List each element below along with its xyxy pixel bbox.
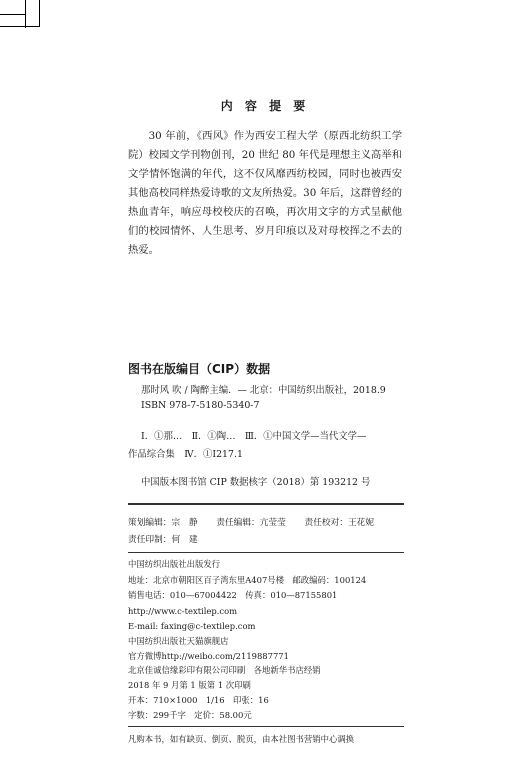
price-line: 字数：299千字 定价：58.00元 [128, 710, 252, 720]
divider-rule [128, 552, 404, 553]
publisher-website: http://www.c-textilep.com [128, 606, 238, 616]
cip-heading: 图书在版编目（CIP）数据 [128, 362, 271, 376]
summary-title: 内 容 提 要 [220, 99, 310, 113]
divider-rule [128, 503, 404, 505]
publisher-address: 地址：北京市朝阳区百子湾东里A407号楼 邮政编码：100124 [128, 575, 367, 585]
cip-isbn: ISBN 978-7-5180-5340-7 [141, 400, 260, 411]
crop-mark [25, 0, 26, 28]
cip-title-line: 那时风 吹 / 陶醉主编．— 北京：中国纺织出版社，2018.9 [141, 385, 386, 396]
publisher-line: 中国纺织出版社出版发行 [128, 559, 221, 569]
planning-editor: 策划编辑：宗 静 [128, 518, 198, 528]
publisher-email: E-mail: faxing@c-textilep.com [128, 621, 256, 631]
printer-line: 北京佳诚信缘彩印有限公司印刷 各地新华书店经销 [128, 665, 321, 675]
crop-mark [0, 14, 25, 15]
publisher-tmall: 中国纺织出版社天猫旗舰店 [128, 636, 229, 646]
crop-mark [39, 0, 40, 27]
print-supervisor: 责任印制：何 建 [128, 535, 198, 545]
publisher-phone: 销售电话：010—67004422 传真：010—87155801 [128, 590, 338, 600]
summary-body: 30 年前，《西风》作为西安工程大学（原西北纺织工学院）校园文学刊物创刊，20 世纪 80 年代是理想主义高举和文学情怀饱满的年代，这不仅风靡西纺校园，同时也被西安其他高校同样热爱诗歌的文友所热爱。30 年后，这群曾经的热血青年，响应母校校庆的召唤，再次用文字的方式呈献他们的校园情怀、人生思考、岁月印痕以及对母校挥之不去的热爱。 [128, 130, 402, 256]
divider-rule [128, 726, 404, 727]
crop-mark [0, 26, 40, 27]
cip-classification-cont: 作品综合集 Ⅳ．①I217.1 [128, 449, 243, 460]
footer-note: 凡购本书，如有缺页、倒页、脱页，由本社图书营销中心调换 [128, 734, 355, 744]
credits-row [128, 516, 390, 528]
format-line: 开本：710×1000 1/16 印张：16 [128, 695, 269, 705]
edition-line: 2018 年 9 月第 1 版第 1 次印刷 [128, 680, 251, 690]
cip-data-number: 中国版本图书馆 CIP 数据核字（2018）第 193212 号 [141, 477, 371, 488]
responsible-editor: 责任编辑：亢莹莹 [216, 518, 286, 528]
proofreader: 责任校对：王花妮 [304, 518, 375, 528]
publisher-weibo: 官方微博http://weibo.com/2119887771 [128, 651, 289, 661]
cip-classification: Ⅰ．①那… Ⅱ．①陶… Ⅲ．①中国文学—当代文学— [141, 431, 367, 442]
